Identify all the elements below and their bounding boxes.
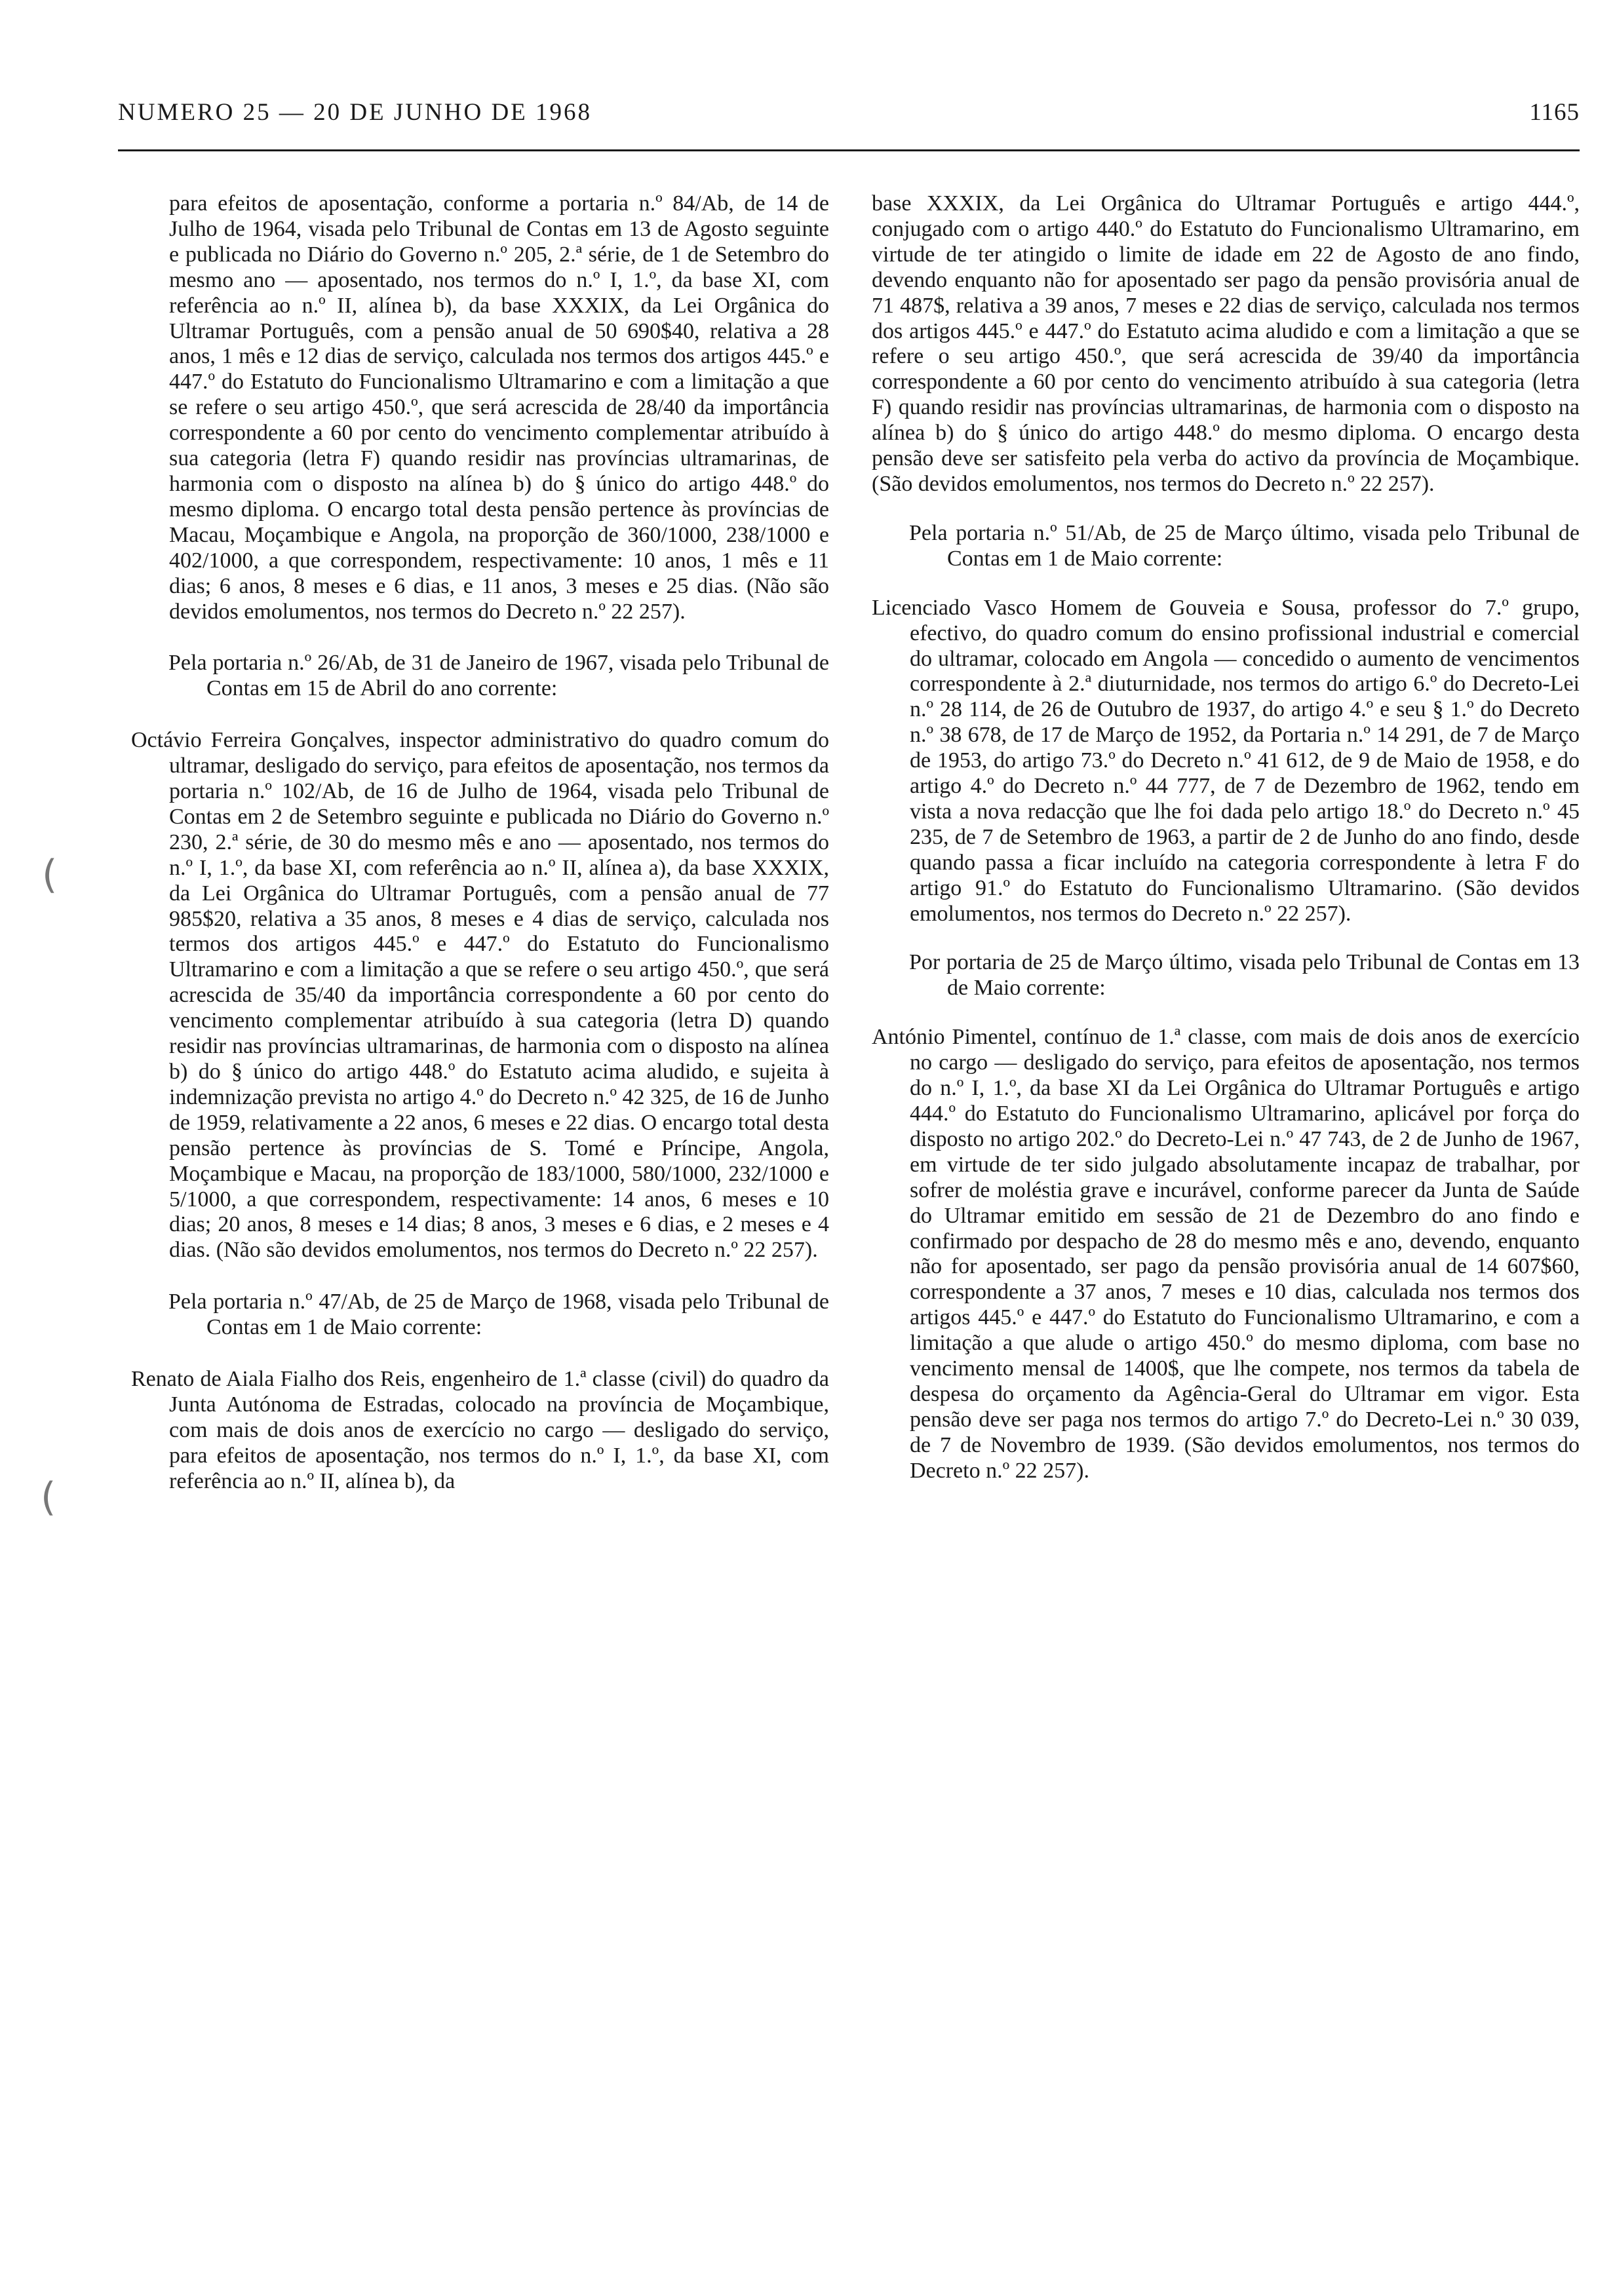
entry-octavio-ferreira-goncalves: Octávio Ferreira Gonçalves, inspector administrativo do quadro comum do ultramar, desligado do serviço, para efeitos de aposentação, nos termos da portaria n.º 102/Ab, de 16 de Julho de 1964, visada pelo Tribunal de Contas em 2 de Setembro seguinte e publicada no Diário do Governo n.º 230, 2.ª série, de 30 do mesmo mês e ano — aposentado, nos termos do n.º I, 1.º, da base XI, com referência ao n.º II, alínea a), da base XXXIX, da Lei Orgânica do Ultramar Português, com a pensão anual de 77 985$20, relativa a 35 anos, 8 meses e 4 dias de serviço, calculada nos termos dos artigos 445.º e 447.º do Estatuto do Funcionalismo Ultramarino e com a limitação a que se refere o seu artigo 450.º, que será acrescida de 35/40 da importância correspondente a 60 por cento do vencimento complementar atribuído à sua categoria (letra D) quando residir nas províncias ultramarinas, de harmonia com o disposto na alínea b) do § único do artigo 448.º do Estatuto acima aludido, e sujeita à indemnização prevista no artigo 4.º do Decreto n.º 42 325, de 16 de Junho de 1959, relativamente a 22 anos, 6 meses e 22 dias. O encargo total desta pensão pertence às províncias de S. Tomé e Príncipe, Angola, Moçambique e Macau, na proporção de 183/1000, 580/1000, 232/1000 e 5/1000, a que correspondem, respectivamente: 14 anos, 6 meses e 10 dias; 20 anos, 8 meses e 14 dias; 8 anos, 3 meses e 6 dias, e 2 meses e 4 dias. (Não são devidos emolumentos, nos termos do Decreto n.º 22 257). [131,728,829,1263]
continued-entry: base XXXIX, da Lei Orgânica do Ultramar Português e artigo 444.º, conjugado com o artigo 440.º do Estatuto do Funcionalismo Ultramarino, em virtude de ter atingido o limite de idade em 22 de Agosto de ano findo, devendo enquanto não for aposentado ser pago da pensão provisória anual de 71 487$, relativa a 39 anos, 7 meses e 22 dias de serviço, calculada nos termos dos artigos 445.º e 447.º do Estatuto acima aludido e com a limitação a que se refere o seu artigo 450.º, que será acrescida de 39/40 da importância correspondente a 60 por cento do vencimento atribuído à sua categoria (letra F) quando residir nas províncias ultramarinas, de harmonia com o disposto na alínea b) do § único do artigo 448.º do mesmo diploma. O encargo desta pensão deve ser satisfeito pela verba do activo da província de Moçambique. (São devidos emolumentos, nos termos do Decreto n.º 22 257). [872,191,1580,496]
page-header [118,98,1580,144]
portaria-notice: Por portaria de 25 de Março último, visada pelo Tribunal de Contas em 13 de Maio corrente: [909,950,1580,1001]
portaria-notice: Pela portaria n.º 26/Ab, de 31 de Janeiro de 1967, visada pelo Tribunal de Contas em 15 de Abril do ano corrente: [168,651,829,701]
right-column [872,191,1580,1484]
binding-hole-mark: ( [42,852,58,898]
continued-entry: para efeitos de aposentação, conforme a portaria n.º 84/Ab, de 14 de Julho de 1964, visada pelo Tribunal de Contas em 13 de Agosto seguinte e publicada no Diário do Governo n.º 205, 2.ª série, de 1 de Setembro do mesmo ano — aposentado, nos termos do n.º I, 1.º, da base XI, com referência ao n.º II, alínea b), da base XXXIX, da Lei Orgânica do Ultramar Português, com a pensão anual de 50 690$40, relativa a 28 anos, 1 mês e 12 dias de serviço, calculada nos termos dos artigos 445.º e 447.º do Estatuto do Funcionalismo Ultramarino e com a limitação a que se refere o seu artigo 450.º, que será acrescida de 28/40 da importância correspondente a 60 por cento do vencimento complementar atribuído à sua categoria (letra F) quando residir nas províncias ultramarinas, de harmonia com o disposto na alínea b) do § único do artigo 448.º do mesmo diploma. O encargo total desta pensão pertence às províncias de Macau, Moçambique e Angola, na proporção de 360/1000, 238/1000 e 402/1000, a que correspondem, respectivamente: 10 anos, 1 mês e 11 dias; 6 anos, 8 meses e 6 dias, e 11 anos, 3 meses e 25 dias. (Não são devidos emolumentos, nos termos do Decreto n.º 22 257). [169,191,829,624]
binding-hole-mark: ( [41,1474,56,1520]
page-number: 1165 [1529,99,1580,126]
entry-antonio-pimentel: António Pimentel, contínuo de 1.ª classe, com mais de dois anos de exercício no cargo — desligado do serviço, para efeitos de aposentação, nos termos do n.º I, 1.º, da base XI da Lei Orgânica do Ultramar Português e artigo 444.º do Estatuto do Funcionalismo Ultramarino, aplicável por força do disposto no artigo 202.º do Decreto-Lei n.º 47 743, de 2 de Junho de 1967, em virtude de ter sido julgado absolutamente incapaz de trabalhar, por sofrer de moléstia grave e incurável, conforme parecer da Junta de Saúde do Ultramar emitido em sessão de 21 de Dezembro do ano findo e confirmado por despacho de 28 do mesmo mês e ano, devendo, enquanto não for aposentado, ser pago da pensão provisória anual de 14 607$60, correspondente a 37 anos, 7 meses e 10 dias, calculada nos termos dos artigos 445.º e 447.º do Estatuto do Funcionalismo Ultramarino, e com a limitação a que alude o artigo 450.º do mesmo diploma, com base no vencimento mensal de 1400$, que lhe compete, nos termos da tabela de despesa do orçamento da Agência-Geral do Ultramar em vigor. Esta pensão deve ser paga nos termos do artigo 7.º do Decreto-Lei n.º 30 039, de 7 de Novembro de 1939. (São devidos emolumentos, nos termos do Decreto n.º 22 257). [872,1025,1580,1483]
portaria-notice: Pela portaria n.º 47/Ab, de 25 de Março de 1968, visada pelo Tribunal de Contas em 1 de Maio corrente: [168,1290,829,1340]
entry-renato-de-aiala-fialho-dos-reis: Renato de Aiala Fialho dos Reis, engenheiro de 1.ª classe (civil) do quadro da Junta Autónoma de Estradas, colocado na província de Moçambique, com mais de dois anos de exercício no cargo — desligado do serviço, para efeitos de aposentação, nos termos do n.º I, 1.º, da base XI, com referência ao n.º II, alínea b), da [131,1367,829,1493]
entry-vasco-homem-de-gouveia-e-sousa: Licenciado Vasco Homem de Gouveia e Sousa, professor do 7.º grupo, efectivo, do quadro comum do ensino profissional industrial e comercial do ultramar, colocado em Angola — concedido o aumento de vencimentos correspondente à 2.ª diuturnidade, nos termos do artigo 6.º do Decreto-Lei n.º 28 114, de 26 de Outubro de 1937, do artigo 4.º e seu § 1.º do Decreto n.º 38 678, de 17 de Março de 1952, da Portaria n.º 14 291, de 7 de Março de 1953, do artigo 73.º do Decreto n.º 41 612, de 9 de Maio de 1958, e do artigo 4.º do Decreto n.º 44 777, de 7 de Dezembro de 1962, tendo em vista a nova redacção que lhe foi dada pelo artigo 18.º do Decreto n.º 45 235, de 7 de Setembro de 1963, a partir de 2 de Junho do ano findo, desde quando passa a ficar incluído na categoria correspondente à letra F do artigo 91.º do Estatuto do Funcionalismo Ultramarino. (São devidos emolumentos, nos termos do Decreto n.º 22 257). [872,595,1580,926]
portaria-notice: Pela portaria n.º 51/Ab, de 25 de Março último, visada pelo Tribunal de Contas em 1 de Maio corrente: [909,520,1580,571]
issue-title: NUMERO 25 — 20 DE JUNHO DE 1968 [118,99,593,126]
header-rule [118,149,1580,151]
left-column [131,191,829,1495]
